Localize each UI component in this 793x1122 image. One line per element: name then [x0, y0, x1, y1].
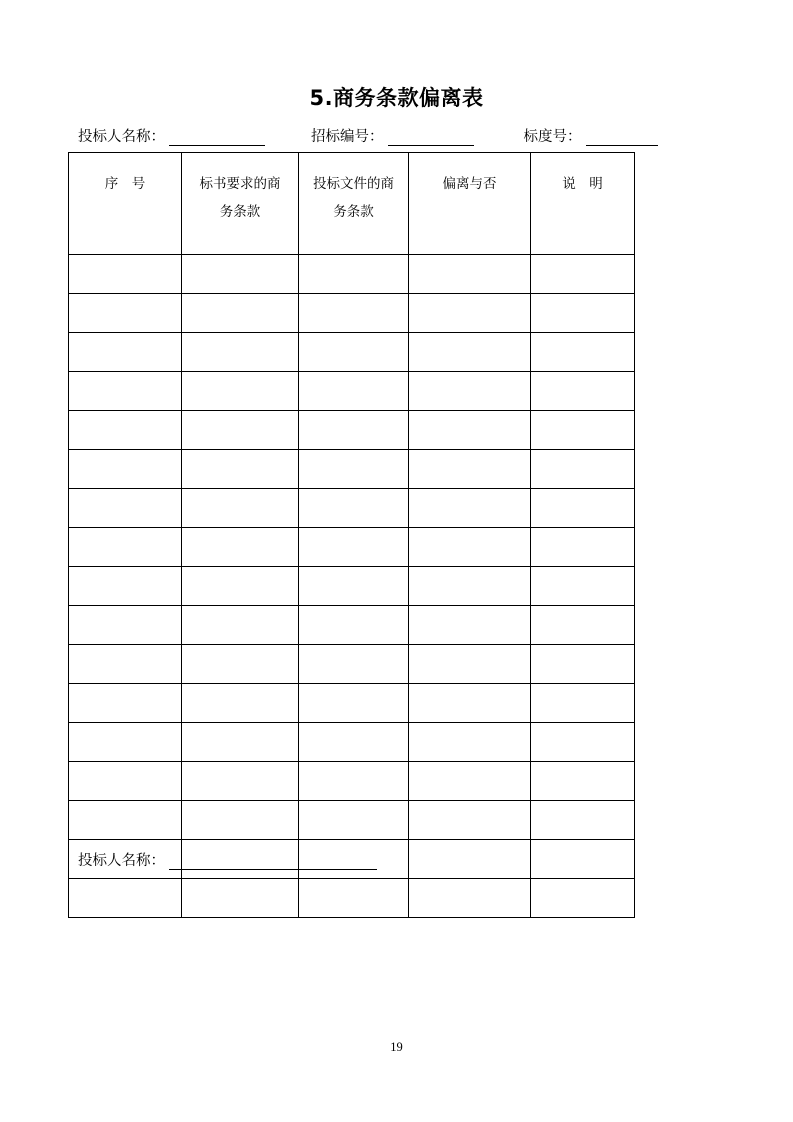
- header-remark-line1: 说 明: [562, 176, 603, 191]
- table-row[interactable]: [69, 333, 635, 372]
- table-cell-required-terms[interactable]: [182, 606, 299, 645]
- table-cell-index[interactable]: [69, 723, 182, 762]
- page-title: 5.商务条款偏离表: [309, 86, 484, 110]
- table-cell-deviation[interactable]: [409, 762, 531, 801]
- header-bid-line1: 投标文件的商: [313, 176, 394, 191]
- table-cell-bid-terms[interactable]: [299, 489, 409, 528]
- table-cell-deviation[interactable]: [409, 840, 531, 879]
- page-number: 19: [390, 1040, 403, 1054]
- tender-number-label: 招标编号：: [311, 129, 384, 145]
- table-row[interactable]: [69, 879, 635, 918]
- table-row[interactable]: [69, 528, 635, 567]
- table-cell-deviation[interactable]: [409, 723, 531, 762]
- table-row[interactable]: [69, 762, 635, 801]
- table-cell-index[interactable]: [69, 255, 182, 294]
- table-cell-required-terms[interactable]: [182, 450, 299, 489]
- table-cell-deviation[interactable]: [409, 528, 531, 567]
- table-cell-remark[interactable]: [531, 723, 635, 762]
- table-cell-bid-terms[interactable]: [299, 333, 409, 372]
- table-cell-required-terms[interactable]: [182, 645, 299, 684]
- table-cell-required-terms[interactable]: [182, 528, 299, 567]
- table-cell-deviation[interactable]: [409, 801, 531, 840]
- header-index-line1: 序 号: [104, 176, 146, 191]
- table-cell-bid-terms[interactable]: [299, 801, 409, 840]
- table-row[interactable]: [69, 684, 635, 723]
- table-cell-index[interactable]: [69, 450, 182, 489]
- lot-number-field[interactable]: [524, 125, 658, 146]
- table-cell-remark[interactable]: [531, 450, 635, 489]
- table-cell-remark[interactable]: [531, 762, 635, 801]
- header-required-line1: 标书要求的商: [199, 176, 281, 191]
- table-cell-remark[interactable]: [531, 294, 635, 333]
- table-row[interactable]: [69, 450, 635, 489]
- table-cell-index[interactable]: [69, 606, 182, 645]
- tender-number-blank[interactable]: [388, 131, 474, 146]
- table-cell-index[interactable]: [69, 879, 182, 918]
- table-cell-index[interactable]: [69, 489, 182, 528]
- bidder-name-field[interactable]: [78, 125, 265, 146]
- table-cell-bid-terms[interactable]: [299, 294, 409, 333]
- table-cell-remark[interactable]: [531, 333, 635, 372]
- table-row[interactable]: [69, 294, 635, 333]
- table-cell-index[interactable]: [69, 684, 182, 723]
- lot-number-blank[interactable]: [586, 131, 658, 146]
- table-row[interactable]: [69, 645, 635, 684]
- table-cell-remark[interactable]: [531, 489, 635, 528]
- table-cell-required-terms[interactable]: [182, 801, 299, 840]
- table-cell-deviation[interactable]: [409, 372, 531, 411]
- table-cell-bid-terms[interactable]: [299, 606, 409, 645]
- header-required-line2: 务条款: [219, 204, 261, 219]
- table-cell-required-terms[interactable]: [182, 684, 299, 723]
- table-header-cell-deviation: [409, 153, 531, 255]
- header-deviation-line1: 偏离与否: [442, 176, 497, 191]
- table-cell-deviation[interactable]: [409, 255, 531, 294]
- table-cell-deviation[interactable]: [409, 879, 531, 918]
- table-cell-remark[interactable]: [531, 801, 635, 840]
- table-row[interactable]: [69, 723, 635, 762]
- table-cell-deviation[interactable]: [409, 294, 531, 333]
- table-header-cell-required-terms: [182, 153, 299, 255]
- table-cell-bid-terms[interactable]: [299, 723, 409, 762]
- table-cell-required-terms[interactable]: [182, 372, 299, 411]
- table-cell-index[interactable]: [69, 372, 182, 411]
- table-cell-remark[interactable]: [531, 840, 635, 879]
- table-row[interactable]: [69, 372, 635, 411]
- table-cell-remark[interactable]: [531, 684, 635, 723]
- table-cell-index[interactable]: [69, 567, 182, 606]
- table-cell-bid-terms[interactable]: [299, 684, 409, 723]
- table-cell-required-terms[interactable]: [182, 762, 299, 801]
- table-row[interactable]: [69, 567, 635, 606]
- table-cell-index[interactable]: [69, 762, 182, 801]
- table-row[interactable]: [69, 255, 635, 294]
- table-cell-required-terms[interactable]: [182, 723, 299, 762]
- table-cell-bid-terms[interactable]: [299, 411, 409, 450]
- table-row[interactable]: [69, 411, 635, 450]
- table-cell-bid-terms[interactable]: [299, 567, 409, 606]
- table-cell-required-terms[interactable]: [182, 333, 299, 372]
- table-header-cell-index: [69, 153, 182, 255]
- table-cell-index[interactable]: [69, 333, 182, 372]
- table-cell-bid-terms[interactable]: [299, 450, 409, 489]
- table-cell-remark[interactable]: [531, 372, 635, 411]
- table-cell-index[interactable]: [69, 528, 182, 567]
- table-cell-bid-terms[interactable]: [299, 879, 409, 918]
- table-cell-bid-terms[interactable]: [299, 372, 409, 411]
- table-cell-deviation[interactable]: [409, 333, 531, 372]
- table-cell-index[interactable]: [69, 411, 182, 450]
- table-cell-remark[interactable]: [531, 528, 635, 567]
- table-row[interactable]: [69, 606, 635, 645]
- table-row[interactable]: [69, 489, 635, 528]
- header-bid-line2: 务条款: [333, 204, 374, 219]
- table-cell-index[interactable]: [69, 645, 182, 684]
- table-cell-required-terms[interactable]: [182, 489, 299, 528]
- footer-bidder-name-label: 投标人名称：: [78, 853, 165, 869]
- table-cell-remark[interactable]: [531, 606, 635, 645]
- table-cell-index[interactable]: [69, 294, 182, 333]
- table-header-cell-bid-terms: [299, 153, 409, 255]
- tender-number-field[interactable]: [311, 125, 474, 146]
- table-cell-required-terms[interactable]: [182, 294, 299, 333]
- table-cell-index[interactable]: [69, 801, 182, 840]
- table-cell-bid-terms[interactable]: [299, 762, 409, 801]
- bidder-name-blank[interactable]: [169, 131, 265, 146]
- table-header-cell-remark: [531, 153, 635, 255]
- table-cell-required-terms[interactable]: [182, 411, 299, 450]
- table-header-row: [69, 153, 635, 255]
- table-cell-remark[interactable]: [531, 567, 635, 606]
- table-cell-deviation[interactable]: [409, 645, 531, 684]
- table-cell-required-terms[interactable]: [182, 879, 299, 918]
- deviation-table: [68, 152, 635, 918]
- table-cell-deviation[interactable]: [409, 606, 531, 645]
- header-fields: [78, 126, 634, 146]
- table-cell-deviation[interactable]: [409, 450, 531, 489]
- lot-number-label: 标度号：: [523, 129, 582, 145]
- table-cell-remark[interactable]: [531, 255, 635, 294]
- table-row[interactable]: [69, 801, 635, 840]
- table-cell-bid-terms[interactable]: [299, 528, 409, 567]
- bidder-name-label: 投标人名称：: [78, 129, 165, 145]
- footer-bidder-name-field[interactable]: [78, 849, 377, 870]
- table-cell-required-terms[interactable]: [182, 567, 299, 606]
- table-cell-required-terms[interactable]: [182, 255, 299, 294]
- table-cell-deviation[interactable]: [409, 411, 531, 450]
- table-cell-remark[interactable]: [531, 879, 635, 918]
- table-cell-bid-terms[interactable]: [299, 255, 409, 294]
- table-cell-remark[interactable]: [531, 411, 635, 450]
- table-cell-remark[interactable]: [531, 645, 635, 684]
- table-cell-bid-terms[interactable]: [299, 645, 409, 684]
- table-cell-deviation[interactable]: [409, 489, 531, 528]
- table-cell-deviation[interactable]: [409, 684, 531, 723]
- footer-bidder-name-blank[interactable]: [169, 853, 377, 870]
- table-cell-deviation[interactable]: [409, 567, 531, 606]
